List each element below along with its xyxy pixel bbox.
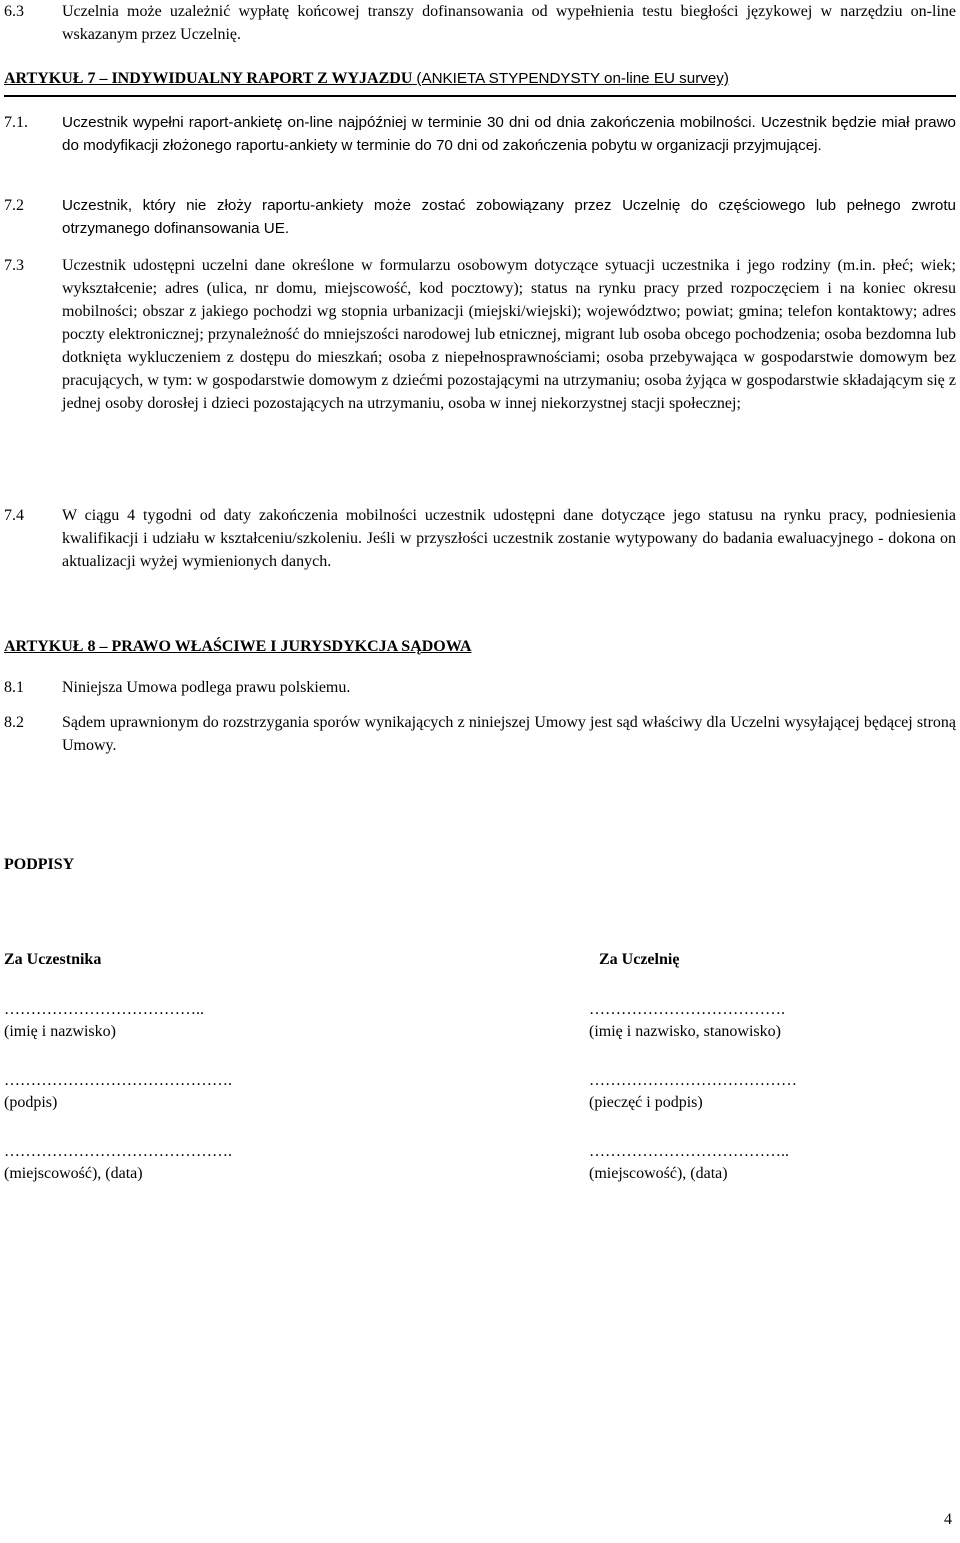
article-7-title: ARTYKUŁ 7 – INDYWIDUALNY RAPORT Z WYJAZDU	[4, 70, 413, 87]
clause-number: 7.1.	[4, 114, 28, 131]
university-stamp-caption: (pieczęć i podpis)	[589, 1094, 703, 1111]
clause-text: Uczestnik udostępni uczelni dane określone w formularzu osobowym dotyczące sytuacji uczestnika i jego rodziny (m.in. płeć; wiek; wykształcenie; adres (ulica, nr domu, miejscowość, kod pocztowy); status na rynku pracy przed rozpoczęciem i na koniec okresu mobilności; obszar z jakiego pochodzi wg stopnia urbanizacji (miejski/wiejski); województwo; powiat; gmina; telefon kontaktowy; adres poczty elektronicznej; przynależność do mniejszości narodowej lub etnicznej, migrant lub osoba obcego pochodzenia; osoba bezdomna lub dotknięta wykluczeniem z dostępu do mieszkań; osoba z niepełnosprawnościami; osoba przebywająca w gospodarstwie domowym bez pracujących, w tym: w gospodarstwie domowym z dziećmi pozostającymi na utrzymaniu; osoba żyjąca w gospodarstwie składającym się z jednej osoby dorosłej i dzieci pozostających na utrzymaniu, osoba w innej niekorzystnej stacji społecznej;	[62, 257, 956, 412]
clause-text: Uczestnik wypełni raport-ankietę on-line najpóźniej w terminie 30 dni od dnia zakończenia mobilności. Uczestnik będzie miał prawo do modyfikacji złożonego raportu-ankiety w terminie do 70 dni od zakończenia pobytu w organizacji przyjmującej.	[62, 114, 956, 154]
article-8-heading: ARTYKUŁ 8 – PRAWO WŁAŚCIWE I JURYSDYKCJA SĄDOWA	[4, 638, 472, 655]
clause-number: 6.3	[4, 3, 24, 20]
clause-text: W ciągu 4 tygodni od daty zakończenia mobilności uczestnik udostępni dane dotyczące jego statusu na rynku pracy, podniesienia kwalifikacji i udziału w kształceniu/szkoleniu. Jeśli w przyszłości uczestnik zostanie wytypowany do badania ewaluacyjnego - dokona on aktualizacji wyżej wymienionych danych.	[62, 507, 956, 570]
university-place-date-caption: (miejscowość), (data)	[589, 1165, 728, 1182]
clause-7-1	[4, 111, 956, 157]
article-7-heading	[4, 67, 729, 90]
clause-7-2	[4, 194, 956, 240]
clause-number: 7.3	[4, 257, 24, 274]
clause-6-3	[4, 0, 956, 46]
participant-signature-caption: (podpis)	[4, 1094, 58, 1111]
participant-name-line: ………………………………..	[4, 1001, 204, 1018]
clause-7-4	[4, 504, 956, 573]
article-7-underline	[4, 95, 956, 97]
clause-number: 7.4	[4, 507, 24, 524]
university-signature-header: Za Uczelnię	[599, 951, 680, 968]
clause-8-2	[4, 711, 956, 757]
participant-place-date-caption: (miejscowość), (data)	[4, 1165, 143, 1182]
clause-number: 8.1	[4, 679, 24, 696]
university-stamp-line: …………………………………	[589, 1072, 797, 1089]
university-name-line: ……………………………….	[589, 1001, 785, 1018]
clause-text: Uczestnik, który nie złoży raportu-ankiety może zostać zobowiązany przez Uczelnię do częściowego lub pełnego zwrotu otrzymanego dofinansowania UE.	[62, 197, 956, 237]
university-place-date-line: ………………………………..	[589, 1143, 789, 1160]
participant-place-date-line: …………………………………….	[4, 1143, 232, 1160]
clause-text: Niniejsza Umowa podlega prawu polskiemu.	[62, 679, 351, 696]
clause-number: 7.2	[4, 197, 24, 214]
clause-7-3	[4, 254, 956, 415]
participant-name-caption: (imię i nazwisko)	[4, 1023, 116, 1040]
participant-signature-line: …………………………………….	[4, 1072, 232, 1089]
page-number: 4	[944, 1511, 952, 1528]
clause-text: Uczelnia może uzależnić wypłatę końcowej transzy dofinansowania od wypełnienia testu biegłości językowej w narzędziu on-line wskazanym przez Uczelnię.	[62, 3, 956, 43]
participant-signature-header: Za Uczestnika	[4, 951, 102, 968]
clause-8-1	[4, 676, 956, 699]
signatures-heading: PODPISY	[4, 856, 75, 873]
clause-number: 8.2	[4, 714, 24, 731]
university-name-caption: (imię i nazwisko, stanowisko)	[589, 1023, 781, 1040]
clause-text: Sądem uprawnionym do rozstrzygania sporów wynikających z niniejszej Umowy jest sąd właściwy dla Uczelni wysyłającej będącej stroną Umowy.	[62, 714, 956, 754]
article-7-subtitle: (ANKIETA STYPENDYSTY on-line EU survey)	[416, 70, 729, 87]
